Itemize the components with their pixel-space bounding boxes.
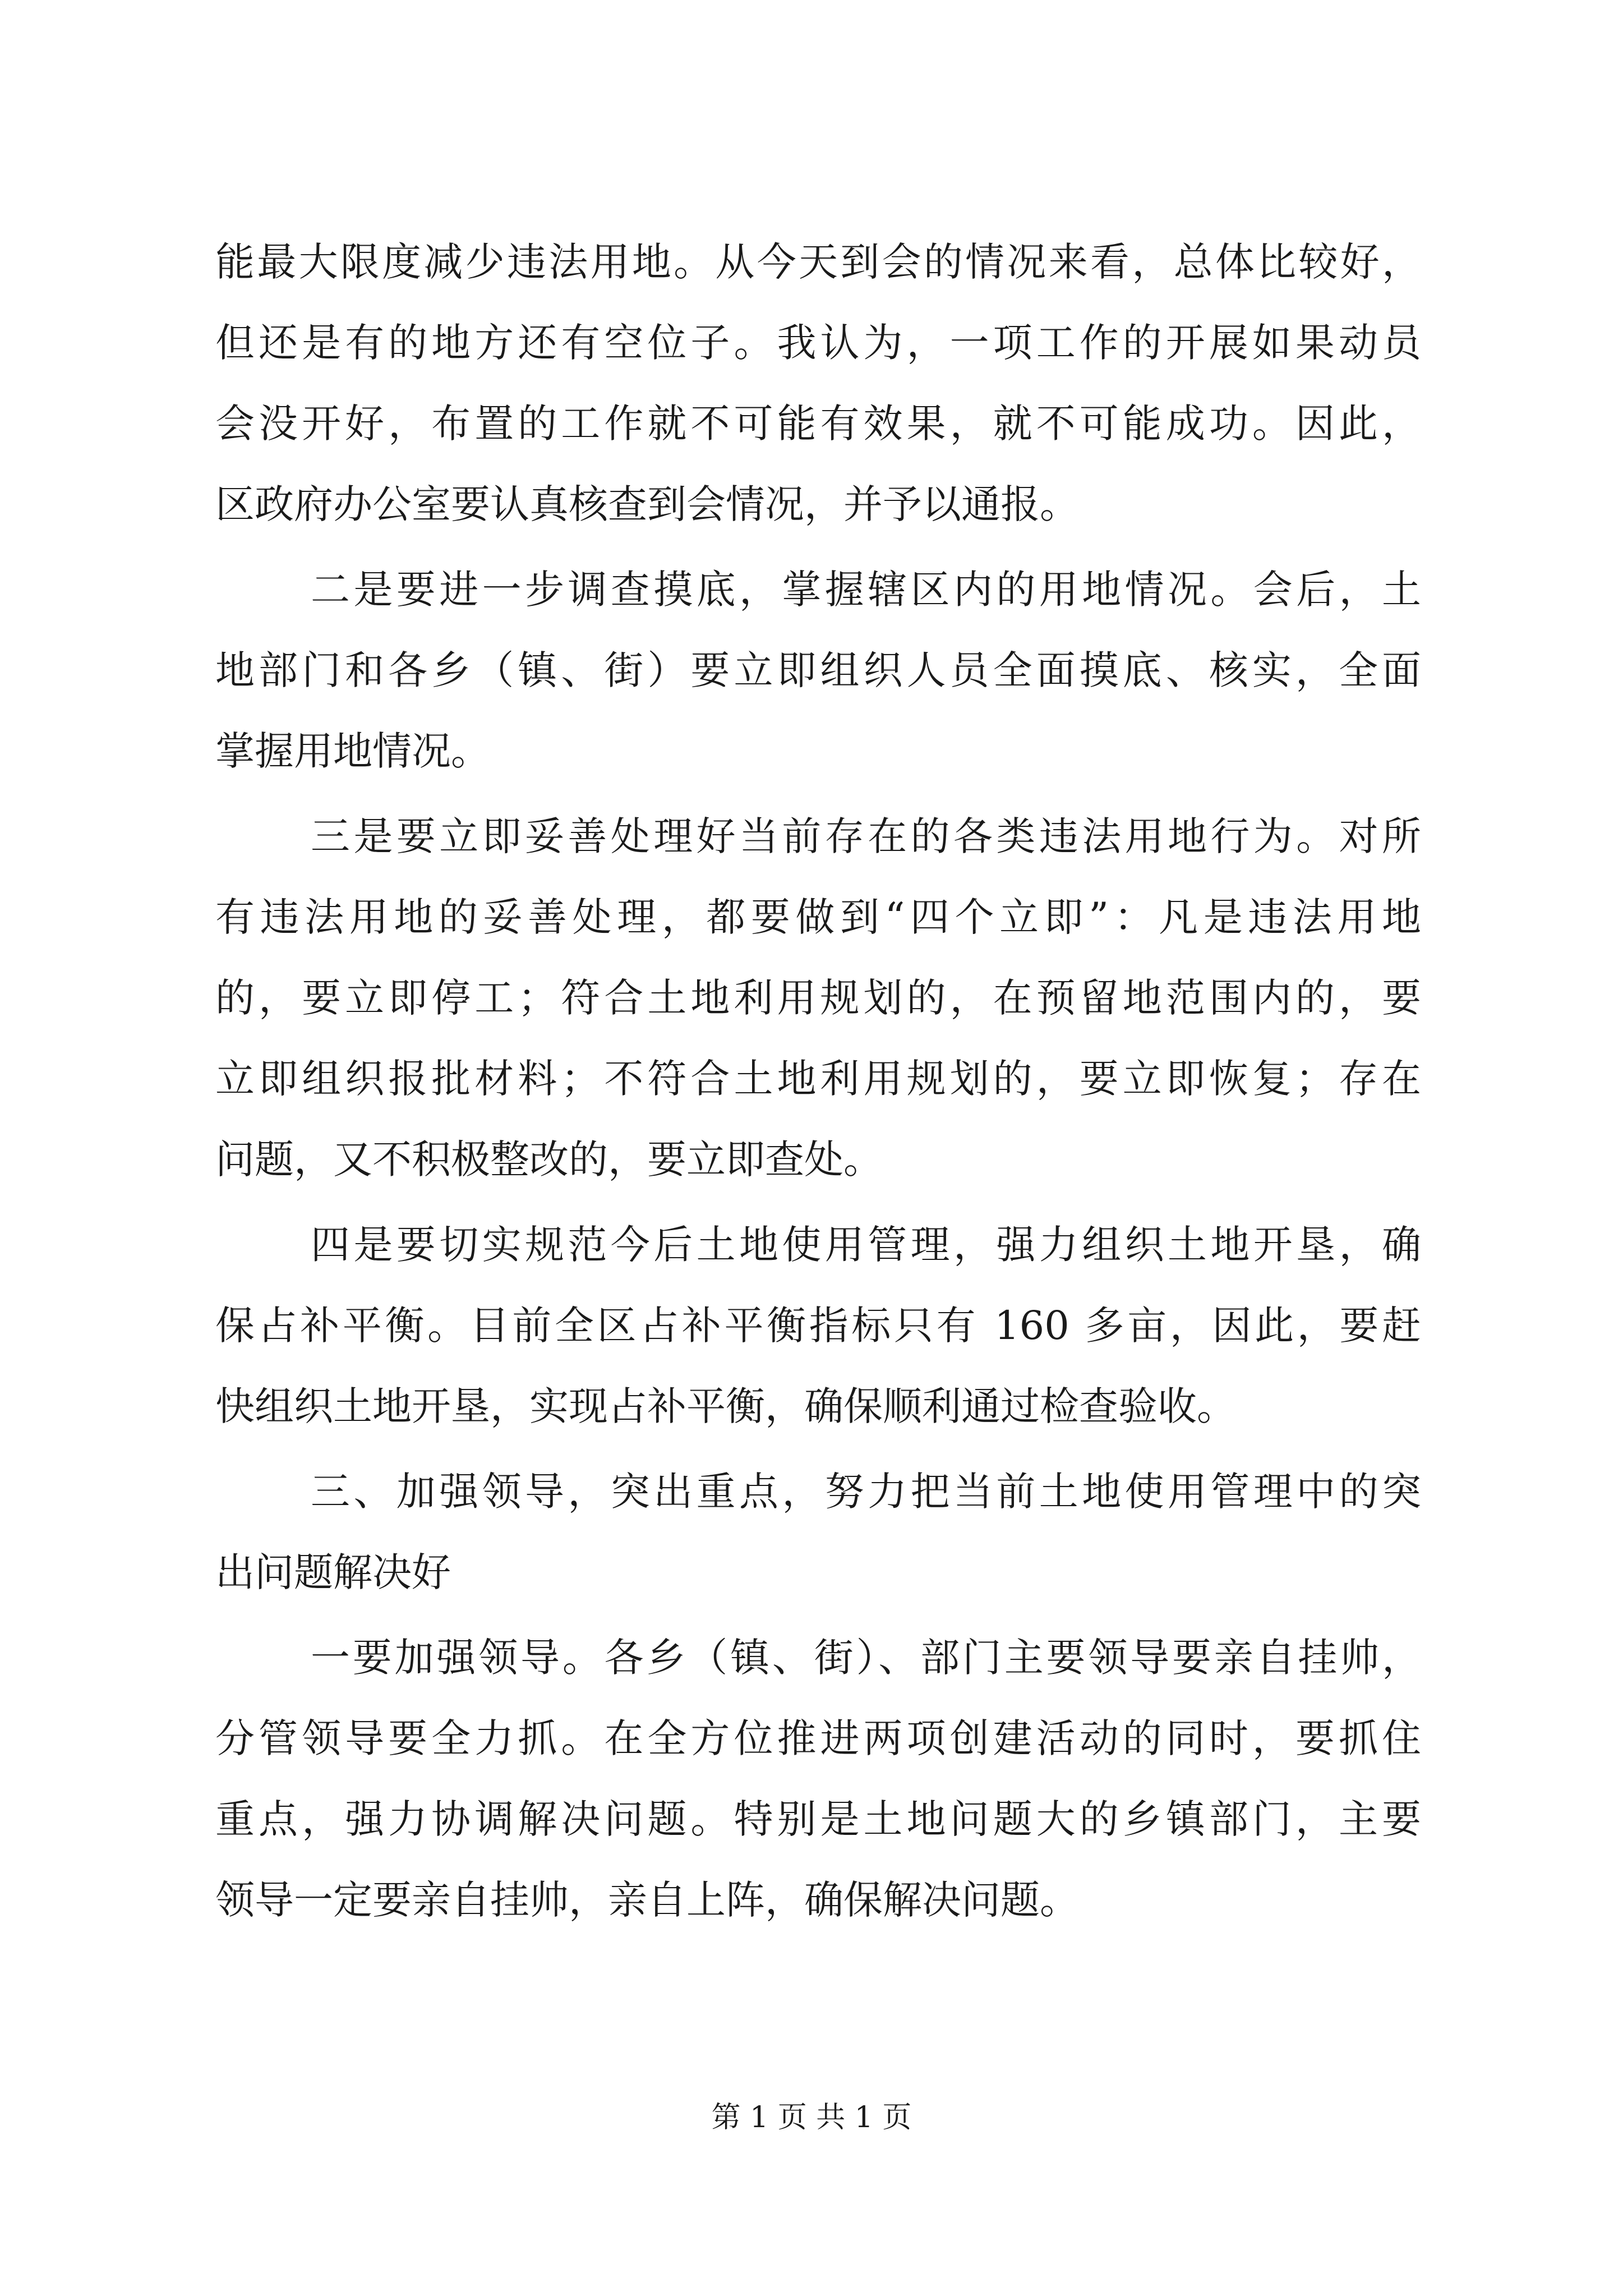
paragraph-line: 快组织土地开垦，实现占补平衡，确保顺利通过检查验收。 [215, 1383, 1236, 1429]
paragraph-line: 区政府办公室要认真核查到会情况，并予以通报。 [215, 481, 1079, 527]
paragraph-line: 领导一定要亲自挂帅，亲自上阵，确保解决问题。 [215, 1877, 1079, 1923]
paragraph-line: 有违法用地的妥善处理，都要做到“四个立即”：凡是违法用地 [215, 894, 1421, 940]
paragraph [215, 1617, 1421, 1940]
paragraph [215, 222, 1421, 545]
paragraph-line: 分管领导要全力抓。在全方位推进两项创建活动的同时，要抓住 [215, 1715, 1421, 1761]
paragraph-line: 的，要立即停工；符合土地利用规划的，在预留地范围内的，要 [215, 975, 1421, 1021]
paragraph-line: 三是要立即妥善处理好当前存在的各类违法用地行为。对所 [311, 813, 1421, 859]
paragraph-line: 掌握用地情况。 [215, 728, 490, 774]
paragraph-line: 重点，强力协调解决问题。特别是土地问题大的乡镇部门，主要 [215, 1796, 1421, 1842]
paragraph [215, 549, 1421, 792]
paragraph-line: 立即组织报批材料；不符合土地利用规划的，要立即恢复；存在 [215, 1056, 1421, 1102]
document-body [215, 222, 1421, 1940]
paragraph-gap [215, 545, 1421, 549]
paragraph-gap [215, 1613, 1421, 1617]
paragraph-gap [215, 1447, 1421, 1451]
paragraph-gap [215, 792, 1421, 796]
paragraph-line: 会没开好，布置的工作就不可能有效果，就不可能成功。因此， [215, 401, 1421, 447]
paragraph-line: 四是要切实规范今后土地使用管理，强力组织土地开垦，确 [311, 1222, 1421, 1268]
paragraph [215, 796, 1421, 1200]
paragraph-line: 保占补平衡。目前全区占补平衡指标只有 160 多亩，因此，要赶 [215, 1303, 1421, 1349]
paragraph-line: 能最大限度减少违法用地。从今天到会的情况来看，总体比较好， [215, 239, 1421, 285]
paragraph-line: 地部门和各乡（镇、街）要立即组织人员全面摸底、核实，全面 [215, 647, 1421, 693]
page-footer: 第 1 页 共 1 页 [711, 2101, 912, 2134]
paragraph [215, 1451, 1421, 1613]
paragraph-line: 问题，又不积极整改的，要立即查处。 [215, 1137, 883, 1182]
paragraph-line: 出问题解决好 [215, 1549, 451, 1595]
paragraph-line: 三、加强领导，突出重点，努力把当前土地使用管理中的突 [311, 1469, 1421, 1515]
paragraph [215, 1204, 1421, 1447]
paragraph-gap [215, 1200, 1421, 1204]
paragraph-line: 二是要进一步调查摸底，掌握辖区内的用地情况。会后，土 [311, 567, 1421, 613]
paragraph-line: 一要加强领导。各乡（镇、街）、部门主要领导要亲自挂帅， [311, 1635, 1421, 1681]
paragraph-line: 但还是有的地方还有空位子。我认为，一项工作的开展如果动员 [215, 320, 1421, 366]
